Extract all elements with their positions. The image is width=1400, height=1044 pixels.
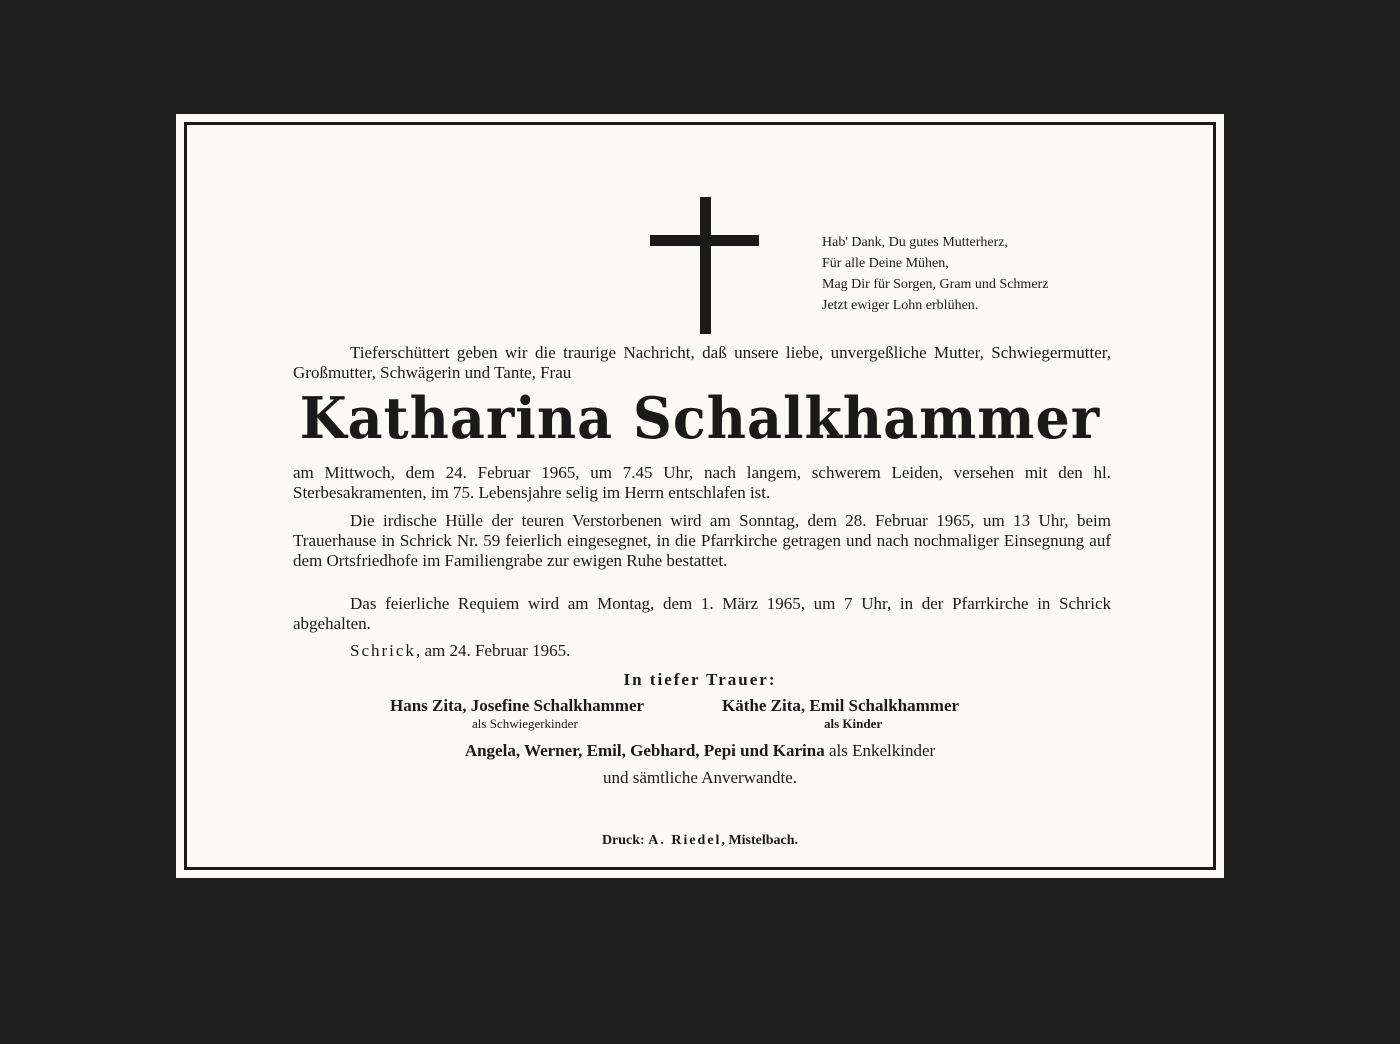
mourners-left-names: Hans Zita, Josefine Schalkhammer — [390, 696, 645, 715]
mourners-right-names: Käthe Zita, Emil Schalkhammer — [722, 696, 960, 715]
death-notice-paragraph: am Mittwoch, dem 24. Februar 1965, um 7.45 Uhr, nach langem, schwerem Leiden, versehen mit den hl. Sterbesakramenten, im 75. Lebensjahre selig im Herrn entschlafen ist. — [293, 463, 1111, 502]
printer-city: , Mistelbach. — [721, 833, 799, 848]
poem-line-4: Jetzt ewiger Lohn erblühen. — [822, 298, 979, 313]
deceased-name: Katharina Schalkhammer — [299, 384, 1101, 452]
mourners-left-role: als Schwiegerkinder — [472, 716, 578, 731]
mourners-right-role: als Kinder — [824, 716, 883, 731]
printer-name: A. Riedel — [648, 833, 722, 848]
poem-line-2: Für alle Deine Mühen, — [822, 256, 949, 271]
cross-icon — [700, 197, 711, 334]
intro-paragraph: Tieferschüttert geben wir die traurige Nachricht, daß unsere liebe, unvergeßliche Mutter, Schwiegermutter, Großmutter, Schwägerin und Tante, Frau — [293, 343, 1111, 382]
relatives-line: und sämtliche Anverwandte. — [602, 768, 798, 787]
poem-line-1: Hab' Dank, Du gutes Mutterherz, — [822, 235, 1009, 250]
printer-label: Druck: — [601, 833, 649, 848]
mourning-header: In tiefer Trauer: — [623, 670, 777, 689]
grandchildren-line — [176, 741, 1224, 761]
grandchildren-role: als Enkelkinder — [824, 741, 936, 760]
cross-icon-bar — [650, 235, 759, 246]
notice-date: , am 24. Februar 1965. — [415, 641, 571, 660]
memorial-poem — [822, 232, 1048, 316]
poem-line-3: Mag Dir für Sorgen, Gram und Schmerz — [822, 277, 1049, 292]
printer-credit — [176, 833, 1224, 849]
place-name: Schrick — [350, 641, 416, 660]
requiem-paragraph: Das feierliche Requiem wird am Montag, dem 1. März 1965, um 7 Uhr, in der Pfarrkirche in Schrick abgehalten. — [293, 594, 1111, 633]
burial-paragraph: Die irdische Hülle der teuren Verstorbenen wird am Sonntag, dem 28. Februar 1965, um 13 Uhr, beim Trauerhause in Schrick Nr. 59 feierlich eingesegnet, in die Pfarrkirche getragen und nach nochmaliger Einsegnung auf dem Ortsfriedhofe im Familiengrabe zur ewigen Ruhe bestattet. — [293, 511, 1111, 570]
obituary-card — [176, 114, 1224, 878]
place-date-line — [350, 641, 570, 661]
grandchildren-names: Angela, Werner, Emil, Gebhard, Pepi und Karina — [464, 741, 825, 760]
